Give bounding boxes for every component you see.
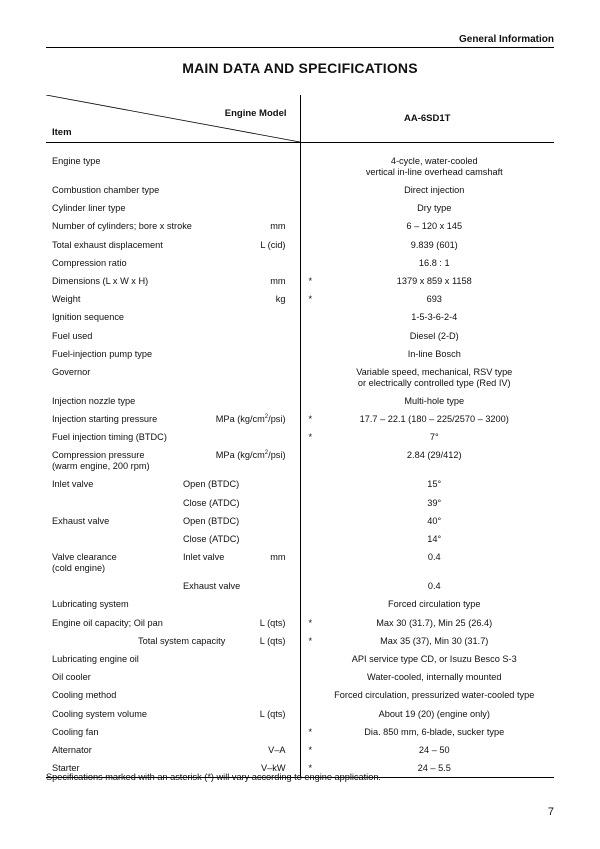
table-row <box>46 236 554 254</box>
item-cell <box>46 614 300 632</box>
table-row <box>46 632 554 650</box>
table-row <box>46 327 554 345</box>
value-cell <box>300 199 554 217</box>
item-cell <box>46 512 300 530</box>
item-cell <box>46 475 300 493</box>
value-text: 15° <box>427 479 442 490</box>
item-label: Fuel injection timing (BTDC) <box>52 432 167 443</box>
item-cell <box>46 392 300 410</box>
item-cell <box>46 741 300 759</box>
item-label: Lubricating system <box>52 599 129 610</box>
item-label: Inlet valve <box>52 479 94 490</box>
item-cell <box>46 410 300 428</box>
item-cell <box>46 272 300 290</box>
unit-label <box>216 414 286 424</box>
value-text: 9.839 (601) <box>410 239 458 250</box>
footnote: Specifications marked with an asterisk (*) will vary according to engine application. <box>46 772 381 782</box>
unit-superscript: 2 <box>264 414 269 421</box>
value-cell <box>300 446 554 475</box>
value-text: 24 – 50 <box>418 744 450 755</box>
value-text: Multi-hole type <box>404 395 465 406</box>
unit-label <box>216 450 286 460</box>
item-label: Exhaust valve <box>52 515 110 526</box>
value-cell <box>300 530 554 548</box>
item-cell <box>46 632 300 650</box>
table-header-row <box>46 95 554 143</box>
value-text: Max 35 (37), Min 30 (31.7) <box>380 635 489 646</box>
item-cell <box>46 577 300 595</box>
value-text: Dia. 850 mm, 6-blade, sucker type <box>364 726 505 737</box>
value-text: Max 30 (31.7), Min 25 (26.4) <box>376 617 493 628</box>
header-rule <box>46 47 554 48</box>
unit-label: L (qts) <box>259 617 286 628</box>
asterisk-mark: * <box>308 275 313 286</box>
value-text: 7° <box>429 432 439 443</box>
unit-superscript: 2 <box>264 450 269 457</box>
value-cell <box>300 632 554 650</box>
engine-model-label: Engine Model <box>224 108 287 119</box>
item-cell <box>46 363 300 392</box>
unit-label: L (qts) <box>259 635 286 646</box>
item-cell <box>46 723 300 741</box>
asterisk-mark: * <box>308 414 313 425</box>
value-text: Direct injection <box>404 185 465 195</box>
sub-item-label: Inlet valve <box>183 552 225 563</box>
item-cell <box>46 143 300 182</box>
value-cell <box>300 254 554 272</box>
unit-part: MPa (kg/cm <box>215 414 265 425</box>
item-label: Fuel-injection pump type <box>52 348 153 359</box>
value-cell <box>300 705 554 723</box>
item-cell <box>46 686 300 704</box>
value-text: Diesel (2-D) <box>409 330 459 341</box>
table-row <box>46 668 554 686</box>
item-cell <box>46 668 300 686</box>
table-row <box>46 595 554 613</box>
item-cell <box>46 308 300 326</box>
asterisk-mark: * <box>308 294 313 305</box>
unit-label: mm <box>270 552 286 563</box>
value-text: 2.84 (29/412) <box>406 450 462 461</box>
value-cell <box>300 686 554 704</box>
unit-part: MPa (kg/cm <box>215 450 265 461</box>
value-text-line2: or electrically controlled type (Red IV) <box>357 377 511 388</box>
table-row <box>46 741 554 759</box>
table-row <box>46 530 554 548</box>
item-cell <box>46 290 300 308</box>
item-cell <box>46 428 300 446</box>
section-title: General Information <box>458 34 554 45</box>
asterisk-mark: * <box>308 726 313 737</box>
item-label: Item <box>52 127 72 138</box>
item-cell <box>46 705 300 723</box>
asterisk-mark: * <box>308 617 313 628</box>
value-text: 4-cycle, water-cooled <box>390 156 478 166</box>
item-cell <box>46 254 300 272</box>
item-label-line2: (cold engine) <box>52 563 106 574</box>
item-cell <box>46 217 300 235</box>
value-text: Forced circulation, pressurized water-cooled type <box>334 690 535 701</box>
item-label: Compression ratio <box>52 257 127 268</box>
page-title: MAIN DATA AND SPECIFICATIONS <box>182 60 418 76</box>
table-row <box>46 428 554 446</box>
table-row <box>46 363 554 392</box>
item-cell <box>46 548 300 577</box>
value-cell <box>300 217 554 235</box>
item-label: Ignition sequence <box>52 312 125 323</box>
value-text: 0.4 <box>427 581 441 592</box>
item-label: Engine type <box>52 156 101 166</box>
value-cell <box>300 614 554 632</box>
item-cell <box>46 181 300 199</box>
value-cell <box>300 392 554 410</box>
value-text: 693 <box>426 294 442 305</box>
item-cell <box>46 327 300 345</box>
item-cell <box>46 446 300 475</box>
value-cell <box>300 308 554 326</box>
value-cell <box>300 741 554 759</box>
value-text: 24 – 5.5 <box>417 763 451 774</box>
item-cell <box>46 199 300 217</box>
sub-item-label: Open (BTDC) <box>183 515 240 526</box>
item-label: Fuel used <box>52 330 93 341</box>
table-row <box>46 290 554 308</box>
asterisk-mark: * <box>308 744 313 755</box>
value-cell <box>300 512 554 530</box>
table-row <box>46 705 554 723</box>
value-text: 40° <box>427 515 442 526</box>
value-cell <box>300 577 554 595</box>
item-label: Compression pressure <box>52 450 145 461</box>
table-row <box>46 446 554 475</box>
sub-item-label: Open (BTDC) <box>183 479 240 490</box>
item-label: Engine oil capacity; Oil pan <box>52 617 163 628</box>
item-label: Dimensions (L x W x H) <box>52 275 149 286</box>
sub-item-label: Total system capacity <box>138 635 226 646</box>
table-row <box>46 272 554 290</box>
table-row <box>46 345 554 363</box>
table-row <box>46 254 554 272</box>
asterisk-mark: * <box>308 635 313 646</box>
item-label: Cooling method <box>52 690 117 701</box>
value-text: 6 – 120 x 145 <box>406 221 463 232</box>
sub-item-label: Exhaust valve <box>183 581 241 592</box>
value-cell <box>300 410 554 428</box>
item-label: Cooling fan <box>52 726 99 737</box>
value-cell <box>300 327 554 345</box>
table-row <box>46 686 554 704</box>
item-label: Injection starting pressure <box>52 414 158 425</box>
table-row <box>46 199 554 217</box>
value-cell <box>300 272 554 290</box>
item-label: Cylinder liner type <box>52 203 126 214</box>
unit-label: L (cid) <box>260 239 286 250</box>
value-text: 14° <box>427 534 442 544</box>
value-text: 1-5-3-6-2-4 <box>411 312 458 323</box>
item-cell <box>46 494 300 512</box>
table-row <box>46 512 554 530</box>
value-cell <box>300 494 554 512</box>
engine-model-value: AA-6SD1T <box>300 95 554 143</box>
item-cell <box>46 595 300 613</box>
value-cell <box>300 723 554 741</box>
sub-item-label: Close (ATDC) <box>183 534 240 544</box>
item-label: Lubricating engine oil <box>52 653 139 664</box>
unit-label: mm <box>270 221 286 232</box>
table-row <box>46 475 554 493</box>
table-row <box>46 217 554 235</box>
item-label: Starter <box>52 763 80 774</box>
value-cell <box>300 668 554 686</box>
value-text: Water-cooled, internally mounted <box>367 672 502 683</box>
table-row <box>46 143 554 182</box>
table-row <box>46 392 554 410</box>
asterisk-mark: * <box>308 432 313 443</box>
value-cell <box>300 650 554 668</box>
header-diagonal-cell <box>46 95 300 143</box>
unit-label: mm <box>270 275 286 286</box>
value-cell <box>300 143 554 182</box>
value-text: Dry type <box>417 203 452 214</box>
value-cell <box>300 345 554 363</box>
value-cell <box>300 548 554 577</box>
value-text: 17.7 – 22.1 (180 – 225/2570 – 3200) <box>359 414 509 425</box>
spec-table <box>46 95 554 778</box>
page-number: 7 <box>547 806 554 818</box>
table-row <box>46 181 554 199</box>
unit-label: V–A <box>268 744 286 755</box>
value-text: In-line Bosch <box>407 348 461 359</box>
item-cell <box>46 345 300 363</box>
value-text: 1379 x 859 x 1158 <box>396 275 472 286</box>
value-cell <box>300 428 554 446</box>
item-label: Oil cooler <box>52 672 91 683</box>
unit-part: /psi) <box>268 450 286 461</box>
item-label: Governor <box>52 366 91 377</box>
value-cell <box>300 181 554 199</box>
item-label-line2: (warm engine, 200 rpm) <box>52 461 150 472</box>
value-text: Forced circulation type <box>388 599 481 610</box>
asterisk-mark: * <box>308 763 313 774</box>
item-label: Total exhaust displacement <box>52 239 163 250</box>
table-row <box>46 723 554 741</box>
table-row <box>46 494 554 512</box>
value-cell <box>300 236 554 254</box>
value-text-line2: vertical in-line overhead camshaft <box>365 167 503 177</box>
item-cell <box>46 650 300 668</box>
value-text: 16.8 : 1 <box>418 257 450 268</box>
table-row <box>46 614 554 632</box>
item-cell <box>46 530 300 548</box>
value-text: About 19 (20) (engine only) <box>378 708 490 719</box>
table-row <box>46 410 554 428</box>
unit-label: V–kW <box>260 763 286 774</box>
unit-label: L (qts) <box>259 708 286 719</box>
value-cell <box>300 475 554 493</box>
value-cell <box>300 595 554 613</box>
item-label: Cooling system volume <box>52 708 147 719</box>
value-text: 0.4 <box>427 552 441 563</box>
item-label: Number of cylinders; bore x stroke <box>52 221 192 232</box>
value-text: Variable speed, mechanical, RSV type <box>356 366 513 377</box>
table-row <box>46 650 554 668</box>
unit-label: kg <box>275 294 286 305</box>
value-text: 39° <box>427 497 442 508</box>
value-cell <box>300 290 554 308</box>
value-text: API service type CD, or Isuzu Besco S-3 <box>351 653 517 664</box>
sub-item-label: Close (ATDC) <box>183 497 240 508</box>
item-cell <box>46 236 300 254</box>
unit-part: /psi) <box>268 414 286 425</box>
item-label: Alternator <box>52 744 92 755</box>
item-label: Combustion chamber type <box>52 185 160 195</box>
table-row <box>46 548 554 577</box>
item-label: Injection nozzle type <box>52 395 136 406</box>
table-row <box>46 577 554 595</box>
value-cell <box>300 363 554 392</box>
table-row <box>46 308 554 326</box>
item-label: Weight <box>52 294 81 305</box>
item-label: Valve clearance <box>52 552 117 563</box>
